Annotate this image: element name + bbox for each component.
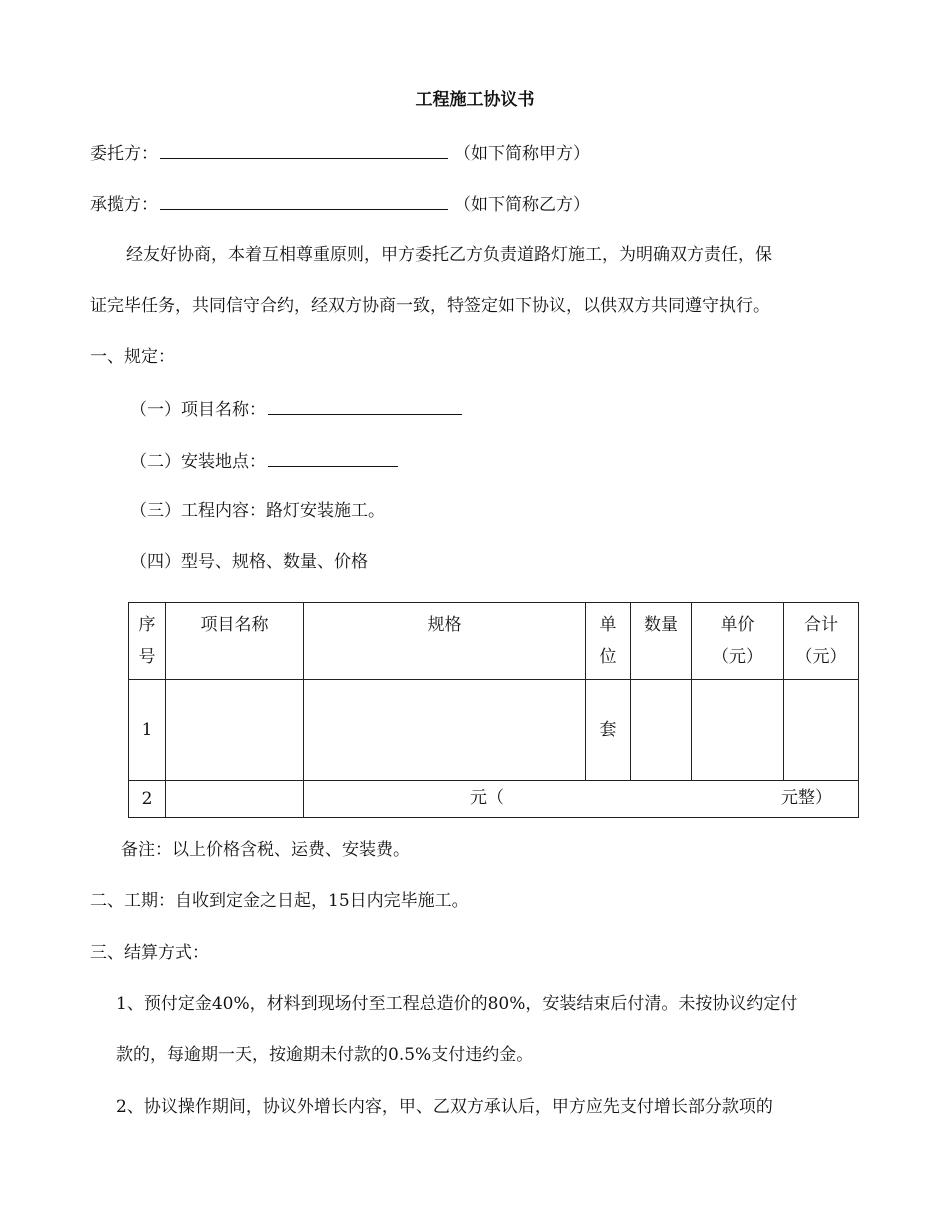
- header-unit-top: 单: [599, 615, 617, 635]
- header-price: [692, 603, 784, 680]
- table-row: [129, 781, 859, 818]
- intro-line-1: 经友好协商，本着互相尊重原则，甲方委托乙方负责道路灯施工，为明确双方责任，保: [126, 245, 772, 265]
- install-location-line: [130, 450, 404, 472]
- row1-name-cell[interactable]: [166, 680, 304, 781]
- row1-total-cell[interactable]: [784, 680, 859, 781]
- install-location-field[interactable]: [268, 450, 398, 467]
- header-qty: 数量: [631, 603, 692, 680]
- header-spec: 规格: [304, 603, 586, 680]
- section3-heading: 三、结算方式：: [90, 943, 209, 963]
- client-suffix: （如下简称甲方）: [454, 144, 590, 164]
- project-name-label: （一）项目名称：: [130, 400, 266, 420]
- table-row: [129, 680, 859, 781]
- client-line: [90, 142, 590, 164]
- row2-seq: 2: [129, 781, 166, 818]
- header-seq-bottom: 号: [138, 647, 156, 667]
- spec-heading: （四）型号、规格、数量、价格: [130, 552, 368, 572]
- header-total-top: 合计: [804, 615, 838, 635]
- row1-price-cell[interactable]: [692, 680, 784, 781]
- intro-line-2: 证完毕任务，共同信守合约，经双方协商一致，特签定如下协议，以供双方共同遵守执行。: [90, 296, 770, 316]
- header-total-bottom: （元）: [795, 647, 847, 667]
- header-seq: [129, 603, 166, 680]
- contractor-line: [90, 193, 590, 215]
- header-unit: [586, 603, 631, 680]
- header-unit-bottom: 位: [599, 647, 617, 667]
- contractor-name-field[interactable]: [160, 193, 448, 210]
- total-yuan-label: 元（: [470, 788, 504, 808]
- total-zheng-label: 元整）: [781, 788, 832, 808]
- project-name-line: [130, 398, 468, 420]
- header-price-top: 单价: [720, 615, 755, 635]
- header-price-bottom: （元）: [712, 647, 763, 667]
- contractor-suffix: （如下简称乙方）: [454, 195, 590, 215]
- install-location-label: （二）安装地点：: [130, 452, 266, 472]
- section3-p1-line2: 款的，每逾期一天，按逾期未付款的0.5%支付违约金。: [116, 1045, 534, 1065]
- header-seq-top: 序: [138, 615, 156, 635]
- row1-spec-cell[interactable]: [304, 680, 586, 781]
- table-header-row: [129, 603, 859, 680]
- document-title: 工程施工协议书: [415, 90, 535, 110]
- header-name: 项目名称: [166, 603, 304, 680]
- note: 备注：以上价格含税、运费、安装费。: [121, 840, 410, 860]
- row1-seq: 1: [129, 680, 166, 781]
- section2: 二、工期：自收到定金之日起，15日内完毕施工。: [90, 891, 469, 911]
- section3-p2-line1: 2、协议操作期间，协议外增长内容，甲、乙双方承认后，甲方应先支付增长部分款项的: [116, 1097, 773, 1117]
- row1-unit: 套: [586, 680, 631, 781]
- header-total: [784, 603, 859, 680]
- project-content: （三）工程内容：路灯安装施工。: [130, 501, 385, 521]
- row1-qty-cell[interactable]: [631, 680, 692, 781]
- items-table: [128, 602, 859, 818]
- section3-p1-line1: 1、预付定金40%，材料到现场付至工程总造价的80%，安装结束后付清。未按协议约定付: [116, 994, 798, 1014]
- section1-heading: 一、规定：: [90, 347, 175, 367]
- row2-total-amount[interactable]: [304, 781, 859, 818]
- row2-name-cell[interactable]: [166, 781, 304, 818]
- project-name-field[interactable]: [268, 398, 462, 415]
- contractor-label: 承揽方：: [90, 195, 158, 215]
- client-name-field[interactable]: [160, 142, 448, 159]
- client-label: 委托方：: [90, 144, 158, 164]
